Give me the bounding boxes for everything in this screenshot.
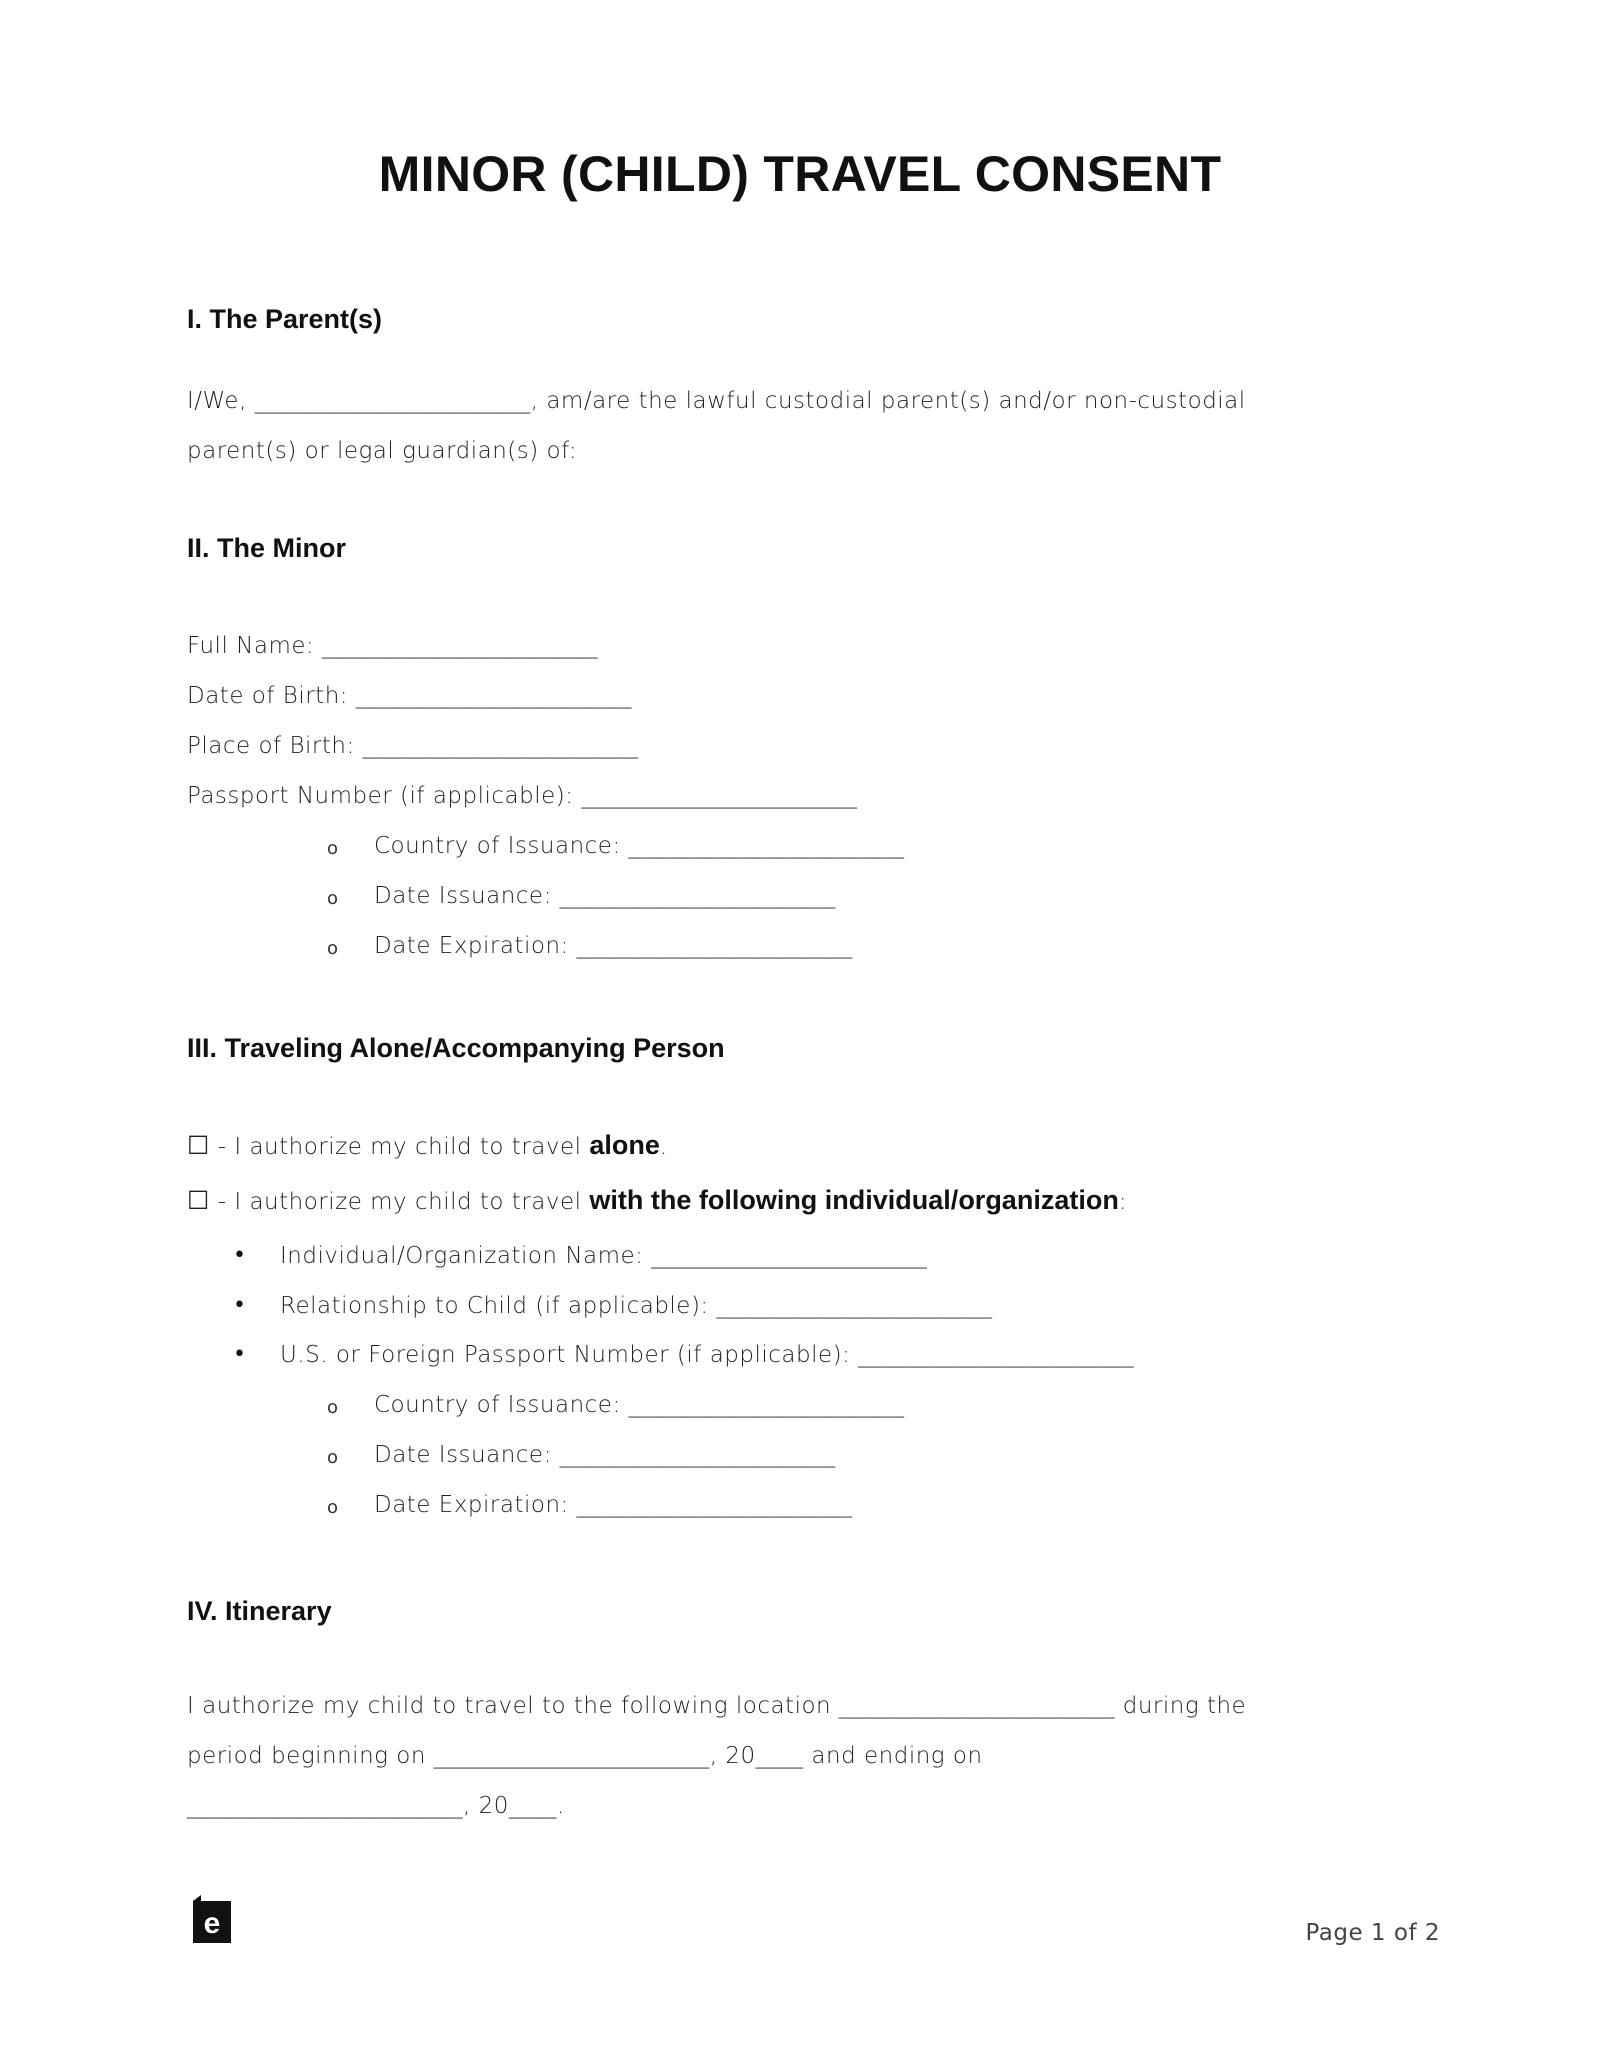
document-title: MINOR (CHILD) TRAVEL CONSENT [378,146,1222,202]
minor-full-name: Full Name: _______________________ [187,633,599,659]
companion-country-of-issuance: Country of Issuance: _______________________ [374,1392,905,1418]
parents-line-1: I/We, _______________________, am/are the lawful custodial parent(s) and/or non-custodial [187,388,1246,414]
minor-date-of-birth: Date of Birth: _______________________ [187,683,632,709]
bullet-icon: • [233,1243,246,1268]
sub-bullet-icon: o [327,888,339,909]
companion-date-issuance: Date Issuance: _______________________ [374,1442,836,1468]
sub-bullet-icon: o [327,838,339,859]
minor-date-expiration: Date Expiration: _______________________ [374,933,853,959]
section-heading-parents: I. The Parent(s) [187,304,383,334]
sub-bullet-icon: o [327,1447,339,1468]
minor-country-of-issuance: Country of Issuance: _______________________ [374,833,905,859]
companion-name: Individual/Organization Name: _______________________ [280,1243,928,1269]
travel-alone-option [187,1130,668,1161]
page-number: Page 1 of 2 [1305,1920,1440,1946]
sub-bullet-icon: o [327,938,339,959]
itinerary-line-3: _______________________, 20____. [187,1793,565,1819]
travel-with-end: : [1118,1189,1128,1215]
travel-with-bold: with the following individual/organization [589,1185,1119,1215]
companion-passport: U.S. or Foreign Passport Number (if applicable): _______________________ [280,1342,1135,1368]
svg-text:e: e [203,1907,221,1940]
travel-alone-end: . [659,1134,668,1160]
minor-date-issuance: Date Issuance: _______________________ [374,883,836,909]
parents-line-2: parent(s) or legal guardian(s) of: [187,438,578,464]
checkbox-with-individual[interactable]: ☐ [187,1186,210,1215]
minor-place-of-birth: Place of Birth: _______________________ [187,733,639,759]
companion-relationship: Relationship to Child (if applicable): _______________________ [280,1293,993,1319]
travel-alone-text: - I authorize my child to travel [209,1134,590,1160]
section-heading-itinerary: IV. Itinerary [187,1596,332,1626]
companion-date-expiration: Date Expiration: _______________________ [374,1492,853,1518]
checkbox-alone[interactable]: ☐ [187,1131,210,1160]
sub-bullet-icon: o [327,1497,339,1518]
travel-with-text: - I authorize my child to travel [209,1189,590,1215]
itinerary-line-1: I authorize my child to travel to the following location _______________________ during the [187,1693,1247,1719]
sub-bullet-icon: o [327,1397,339,1418]
travel-with-option [187,1185,1127,1216]
bullet-icon: • [233,1342,246,1367]
itinerary-line-2: period beginning on _______________________, 20____ and ending on [187,1743,983,1769]
travel-alone-bold: alone [589,1130,660,1160]
minor-passport-number: Passport Number (if applicable): _______________________ [187,783,858,809]
eforms-logo-icon [193,1895,231,1943]
bullet-icon: • [233,1293,246,1318]
section-heading-minor: II. The Minor [187,533,346,563]
section-heading-traveling: III. Traveling Alone/Accompanying Person [187,1033,725,1063]
